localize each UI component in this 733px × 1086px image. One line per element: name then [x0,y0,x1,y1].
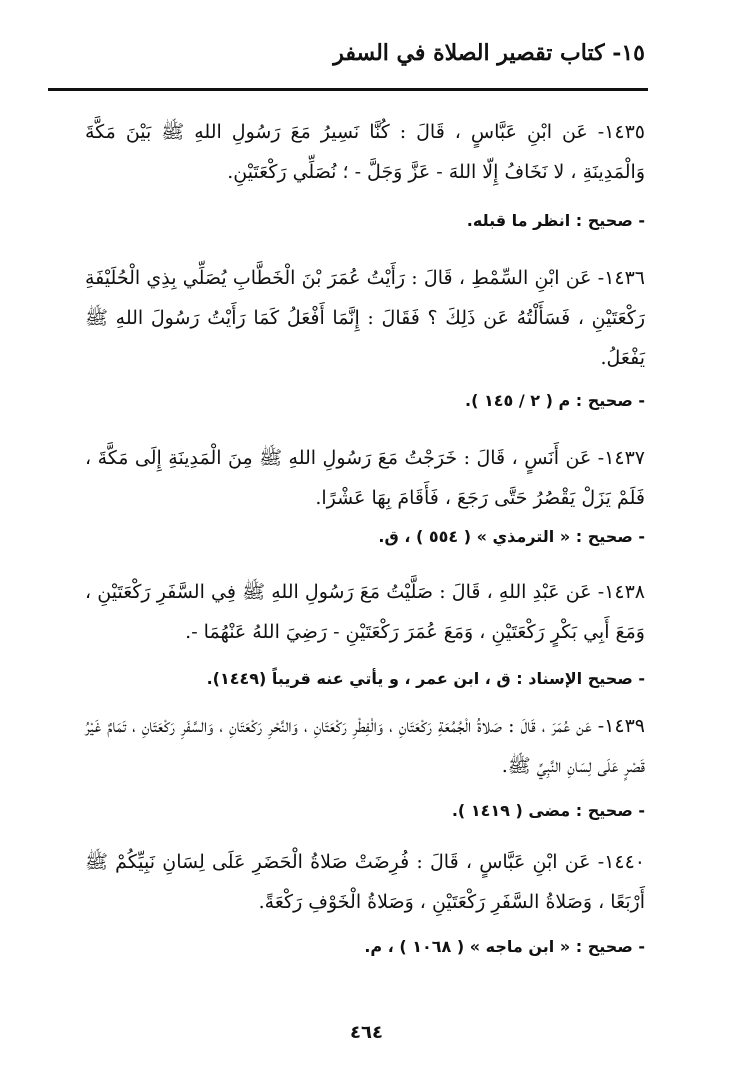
header-rule [48,88,648,91]
hadith-1438-text: ١٤٣٨- عَن عَبْدِ اللهِ ، قَالَ : صَلَّيْتُ مَعَ رَسُولِ اللهِ ﷺ فِي السَّفَرِ رَكْعَتَيْنِ ، وَمَعَ أَبِي بَكْرٍ رَكْعَتَيْنِ ، وَمَعَ عُمَرَ رَكْعَتَيْنِ - رَضِيَ اللهُ عَنْهُمَا -. [85,581,645,643]
running-header: ١٥- كتاب تقصير الصلاة في السفر [333,40,645,66]
hadith-1438-grade: - صحيح الإسناد : ق ، ابن عمر ، و يأتي عنه قريباً (١٤٤٩). [206,669,645,688]
hadith-1440-grade: - صحيح : « ابن ماجه » ( ١٠٦٨ ) ، م. [364,937,645,956]
page-number: ٤٦٤ [350,1022,383,1043]
hadith-1435-text: ١٤٣٥- عَن ابْنِ عَبَّاسٍ ، قَالَ : كُنَّا نَسِيرُ مَعَ رَسُولِ اللهِ ﷺ بَيْنَ مَكَّةَ وَالْمَدِينَةِ ، لا نَخَافُ إِلّا اللهَ - عَزَّ وَجَلَّ - ؛ نُصَلِّي رَكْعَتَيْنِ. [85,121,645,183]
hadith-1436-grade: - صحيح : م ( ٢ / ١٤٥ ). [465,391,645,410]
hadith-1439-text: ١٤٣٩- عَن عُمَرَ ، قَالَ : صَلاةُ الْجُمُعَةِ رَكْعَتَانِ ، وَالْفِطْرِ رَكْعَتَانِ ، وَالنَّحْرِ رَكْعَتَانِ ، وَالسَّفَرِ رَكْعَتَانِ ، تَمَامٌ غَيْرُ قَصْرٍ عَلَى لِسَانِ النَّبِيِّ ﷺ. [85,715,645,777]
hadith-1437-text: ١٤٣٧- عَن أَنَسٍ ، قَالَ : خَرَجْتُ مَعَ رَسُولِ اللهِ ﷺ مِنَ الْمَدِينَةِ إِلَى مَكَّةَ ، فَلَمْ يَزَلْ يَقْصُرُ حَتَّى رَجَعَ ، فَأَقَامَ بِهَا عَشْرًا. [85,447,645,509]
hadith-1439-grade: - صحيح : مضى ( ١٤١٩ ). [451,801,645,820]
hadith-1436-text: ١٤٣٦- عَن ابْنِ السِّمْطِ ، قَالَ : رَأَيْتُ عُمَرَ بْنَ الْخَطَّابِ يُصَلِّي بِذِي الْحُلَيْفَةِ رَكْعَتَيْنِ ، فَسَأَلْتُهُ عَن ذَلِكَ ؟ فَقَالَ : إِنَّمَا أَفْعَلُ كَمَا رَأَيْتُ رَسُولَ اللهِ ﷺ يَفْعَلُ. [85,267,645,369]
hadith-1435-grade: - صحيح : انظر ما قبله. [466,211,645,230]
hadith-1437-grade: - صحيح : « الترمذي » ( ٥٥٤ ) ، ق. [378,527,645,546]
hadith-1440-text: ١٤٤٠- عَن ابْنِ عَبَّاسٍ ، قَالَ : فُرِضَتْ صَلاةُ الْحَضَرِ عَلَى لِسَانِ نَبِيِّكُمْ ﷺ أَرْبَعًا ، وَصَلاةُ السَّفَرِ رَكْعَتَيْنِ ، وَصَلاةُ الْخَوْفِ رَكْعَةً. [85,851,645,913]
